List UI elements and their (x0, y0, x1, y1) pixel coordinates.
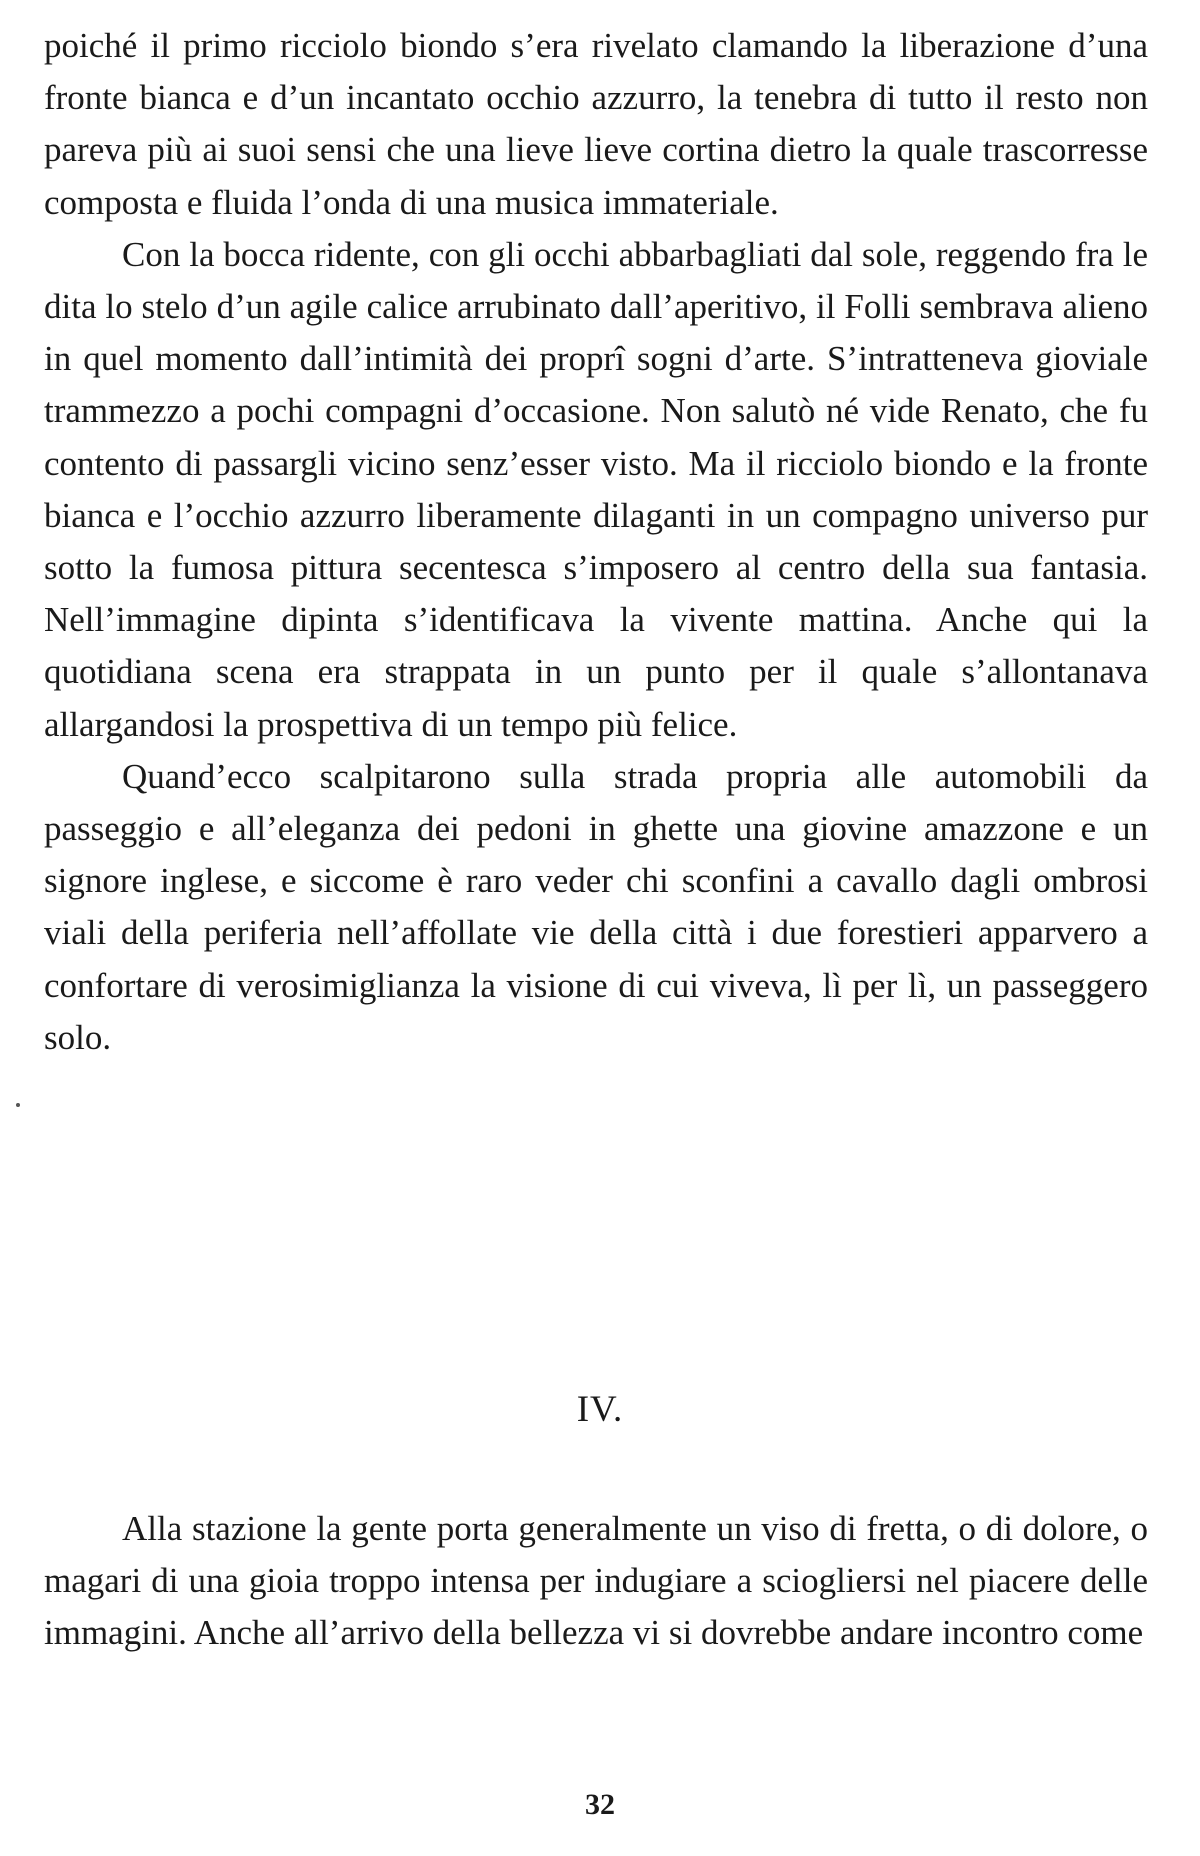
page-number: 32 (585, 1788, 615, 1821)
paragraph: Alla stazione la gente porta generalmente un viso di fretta, o di dolore, o magari di una gioia troppo intensa per indugiare a sciogliersi nel piacere delle immagini. Anche all’arrivo della bellezza vi si dovrebbe andare incontro come (44, 1509, 1148, 1653)
paragraph: Quand’ecco scalpitarono sulla strada propria alle automobili da passeggio e all’eleganza dei pedoni in ghette una giovine amazzone e un signore inglese, e siccome è raro veder chi sconfini a cavallo dagli ombrosi viali della periferia nell’affollate vie della città i due forestieri apparvero a confortare di verosimiglianza la visione di cui viveva, lì per lì, un passeggero solo. (44, 756, 1148, 1057)
margin-mark (16, 1103, 20, 1107)
paragraph: poiché il primo ricciolo biondo s’era rivelato clamando la liberazione d’una fronte bianca e d’un incantato occhio azzurro, la tenebra di tutto il resto non pareva più ai suoi sensi che una lieve lieve cortina dietro la quale trascorresse composta e fluida l’onda di una musica immateriale. (44, 26, 1148, 222)
chapter-heading: IV. (576, 1389, 624, 1430)
paragraph: Con la bocca ridente, con gli occhi abbarbagliati dal sole, reggendo fra le dita lo stelo d’un agile calice arrubinato dall’aperitivo, il Folli sembrava alieno in quel momento dall’intimità dei proprî sogni d’arte. S’intratteneva gioviale trammezzo a pochi compagni d’occasione. Non salutò né vide Renato, che fu contento di passargli vicino senz’esser visto. Ma il ricciolo biondo e la fronte bianca e l’occhio azzurro liberamente dilaganti in un compagno universo pur sotto la fumosa pittura secentesca s’imposero al centro della sua fantasia. Nell’immagine dipinta s’identificava la vivente mattina. Anche qui la quotidiana scena era strappata in un punto per il quale s’allontanava allargandosi la prospettiva di un tempo più felice. (44, 234, 1148, 744)
body-text-bottom (44, 1503, 1148, 1660)
body-text-top (44, 20, 1148, 1064)
